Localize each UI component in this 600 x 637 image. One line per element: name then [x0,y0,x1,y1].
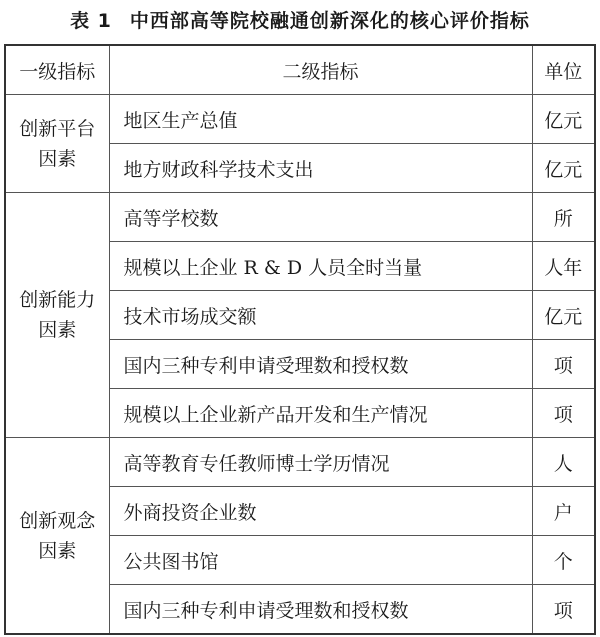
header-unit: 单位 [532,45,595,95]
unit-cell: 亿元 [532,291,595,340]
category-capability [5,193,109,438]
unit-cell: 项 [532,389,595,438]
category-line: 因素 [38,147,77,170]
indicator-cell: 国内三种专利申请受理数和授权数 [109,340,532,389]
table-title: 中西部高等院校融通创新深化的核心评价指标 [129,10,530,32]
indicator-cell: 技术市场成交额 [109,291,532,340]
category-line: 创新观念 [19,509,96,532]
category-platform [5,95,109,193]
unit-cell: 个 [532,536,595,585]
unit-cell: 所 [532,193,595,242]
unit-cell: 亿元 [532,144,595,193]
header-primary: 一级指标 [5,45,109,95]
unit-cell: 项 [532,340,595,389]
unit-cell: 亿元 [532,95,595,144]
header-secondary: 二级指标 [109,45,532,95]
category-line: 创新平台 [19,117,96,140]
indicator-cell: 规模以上企业 R & D 人员全时当量 [109,242,532,291]
table-row [5,95,595,144]
indicator-table [4,44,596,635]
indicator-cell: 高等学校数 [109,193,532,242]
category-concept [5,438,109,635]
indicator-cell: 国内三种专利申请受理数和授权数 [109,585,532,635]
category-line: 因素 [38,319,77,341]
category-line: 创新能力 [19,289,96,311]
unit-cell: 项 [532,585,595,635]
table-row [5,438,595,487]
indicator-cell: 地方财政科学技术支出 [109,144,532,193]
unit-cell: 人年 [532,242,595,291]
category-line: 因素 [38,539,77,562]
indicator-cell: 外商投资企业数 [109,487,532,536]
indicator-cell: 地区生产总值 [109,95,532,144]
table-number: 表 1 [70,10,112,32]
table-row [5,193,595,242]
indicator-cell: 高等教育专任教师博士学历情况 [109,438,532,487]
table-caption [0,6,600,36]
unit-cell: 户 [532,487,595,536]
unit-cell: 人 [532,438,595,487]
header-row [5,45,595,95]
indicator-cell: 公共图书馆 [109,536,532,585]
indicator-cell: 规模以上企业新产品开发和生产情况 [109,389,532,438]
